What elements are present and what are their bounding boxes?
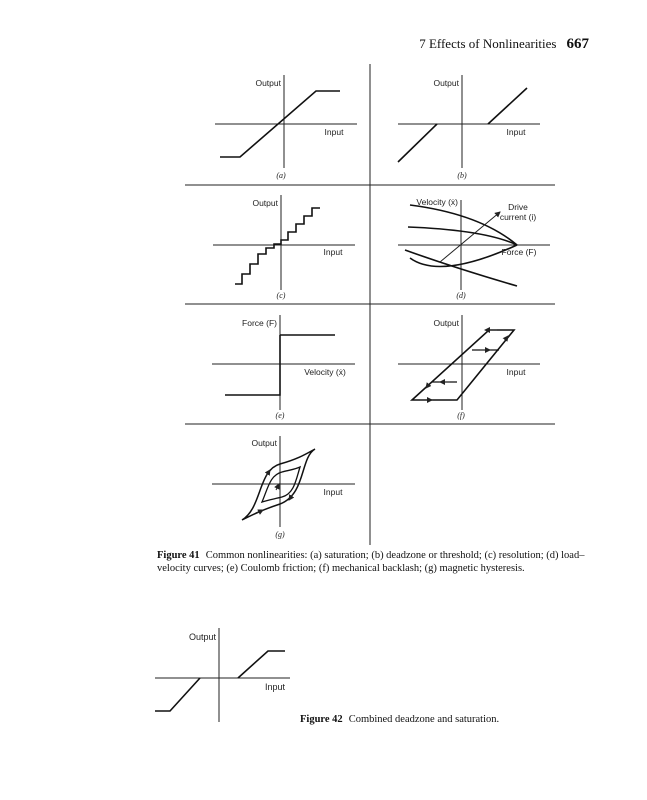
figure41-grid (185, 64, 555, 545)
figure41-number: Figure 41 (157, 550, 200, 561)
figure42-xlabel: Input (264, 682, 286, 692)
panel-f-xlabel: Input (506, 367, 526, 377)
panel-f-letter: (f) (457, 411, 465, 420)
panel-d-letter: (d) (456, 291, 466, 300)
panel-g-xlabel: Input (323, 487, 343, 497)
figure41-caption-text: Common nonlinearities: (a) saturation; (b) deadzone or threshold; (c) resolution; (d) load–velocity curves; (e) Coulomb friction; (f) mechanical backlash; (g) magnetic hysteresis. (157, 550, 585, 574)
panel-g-letter: (g) (275, 530, 285, 539)
panel-d-load-velocity (398, 197, 550, 300)
panel-a-saturation (215, 75, 357, 180)
panel-a-letter: (a) (276, 171, 286, 180)
panel-d-xlabel: Force (F) (501, 247, 537, 257)
running-title: 7 Effects of Nonlinearities (419, 36, 557, 51)
panel-e-letter: (e) (275, 411, 285, 420)
panel-g-ylabel: Output (251, 438, 277, 448)
panel-a-xlabel: Input (324, 127, 344, 137)
panel-e-ylabel: Force (F) (242, 318, 277, 328)
panel-c-resolution (213, 195, 355, 300)
figure42-plot (155, 628, 290, 722)
figure42-number: Figure 42 (300, 714, 343, 725)
panel-e-xlabel: Velocity (ẋ) (304, 367, 346, 377)
panel-g-hysteresis (212, 436, 355, 539)
figure42-caption (300, 713, 600, 726)
panel-b-ylabel: Output (433, 78, 459, 88)
panel-c-ylabel: Output (252, 198, 278, 208)
figure42-ylabel: Output (188, 632, 216, 642)
panel-c-staircase (235, 208, 320, 284)
panel-b-xlabel: Input (506, 127, 526, 137)
page-number: 667 (566, 36, 589, 52)
panel-f-backlash (398, 315, 540, 420)
figure42-caption-text: Combined deadzone and saturation. (348, 714, 500, 725)
panel-b-letter: (b) (457, 171, 467, 180)
panel-e-curve-lower (225, 335, 280, 395)
figure42-curve-left (155, 678, 200, 711)
panel-c-letter: (c) (276, 291, 286, 300)
panel-d-annotation-1: Drive (508, 202, 528, 212)
panel-b-curve-left (398, 124, 437, 162)
panel-f-ylabel: Output (433, 318, 459, 328)
panel-d-annotation-2: current (i) (499, 212, 537, 222)
panel-a-ylabel: Output (255, 78, 281, 88)
panel-f-arrows (420, 330, 508, 400)
panel-d-ylabel: Velocity (ẋ) (416, 197, 458, 207)
running-header (419, 36, 589, 53)
panel-f-loop (412, 330, 514, 400)
figure41-caption (157, 549, 587, 575)
panel-c-xlabel: Input (323, 247, 343, 257)
panel-b-curve-right (488, 88, 527, 124)
figure42-curve-right (238, 651, 285, 678)
panel-e-coulomb (212, 315, 355, 420)
panel-b-deadzone (398, 75, 540, 180)
